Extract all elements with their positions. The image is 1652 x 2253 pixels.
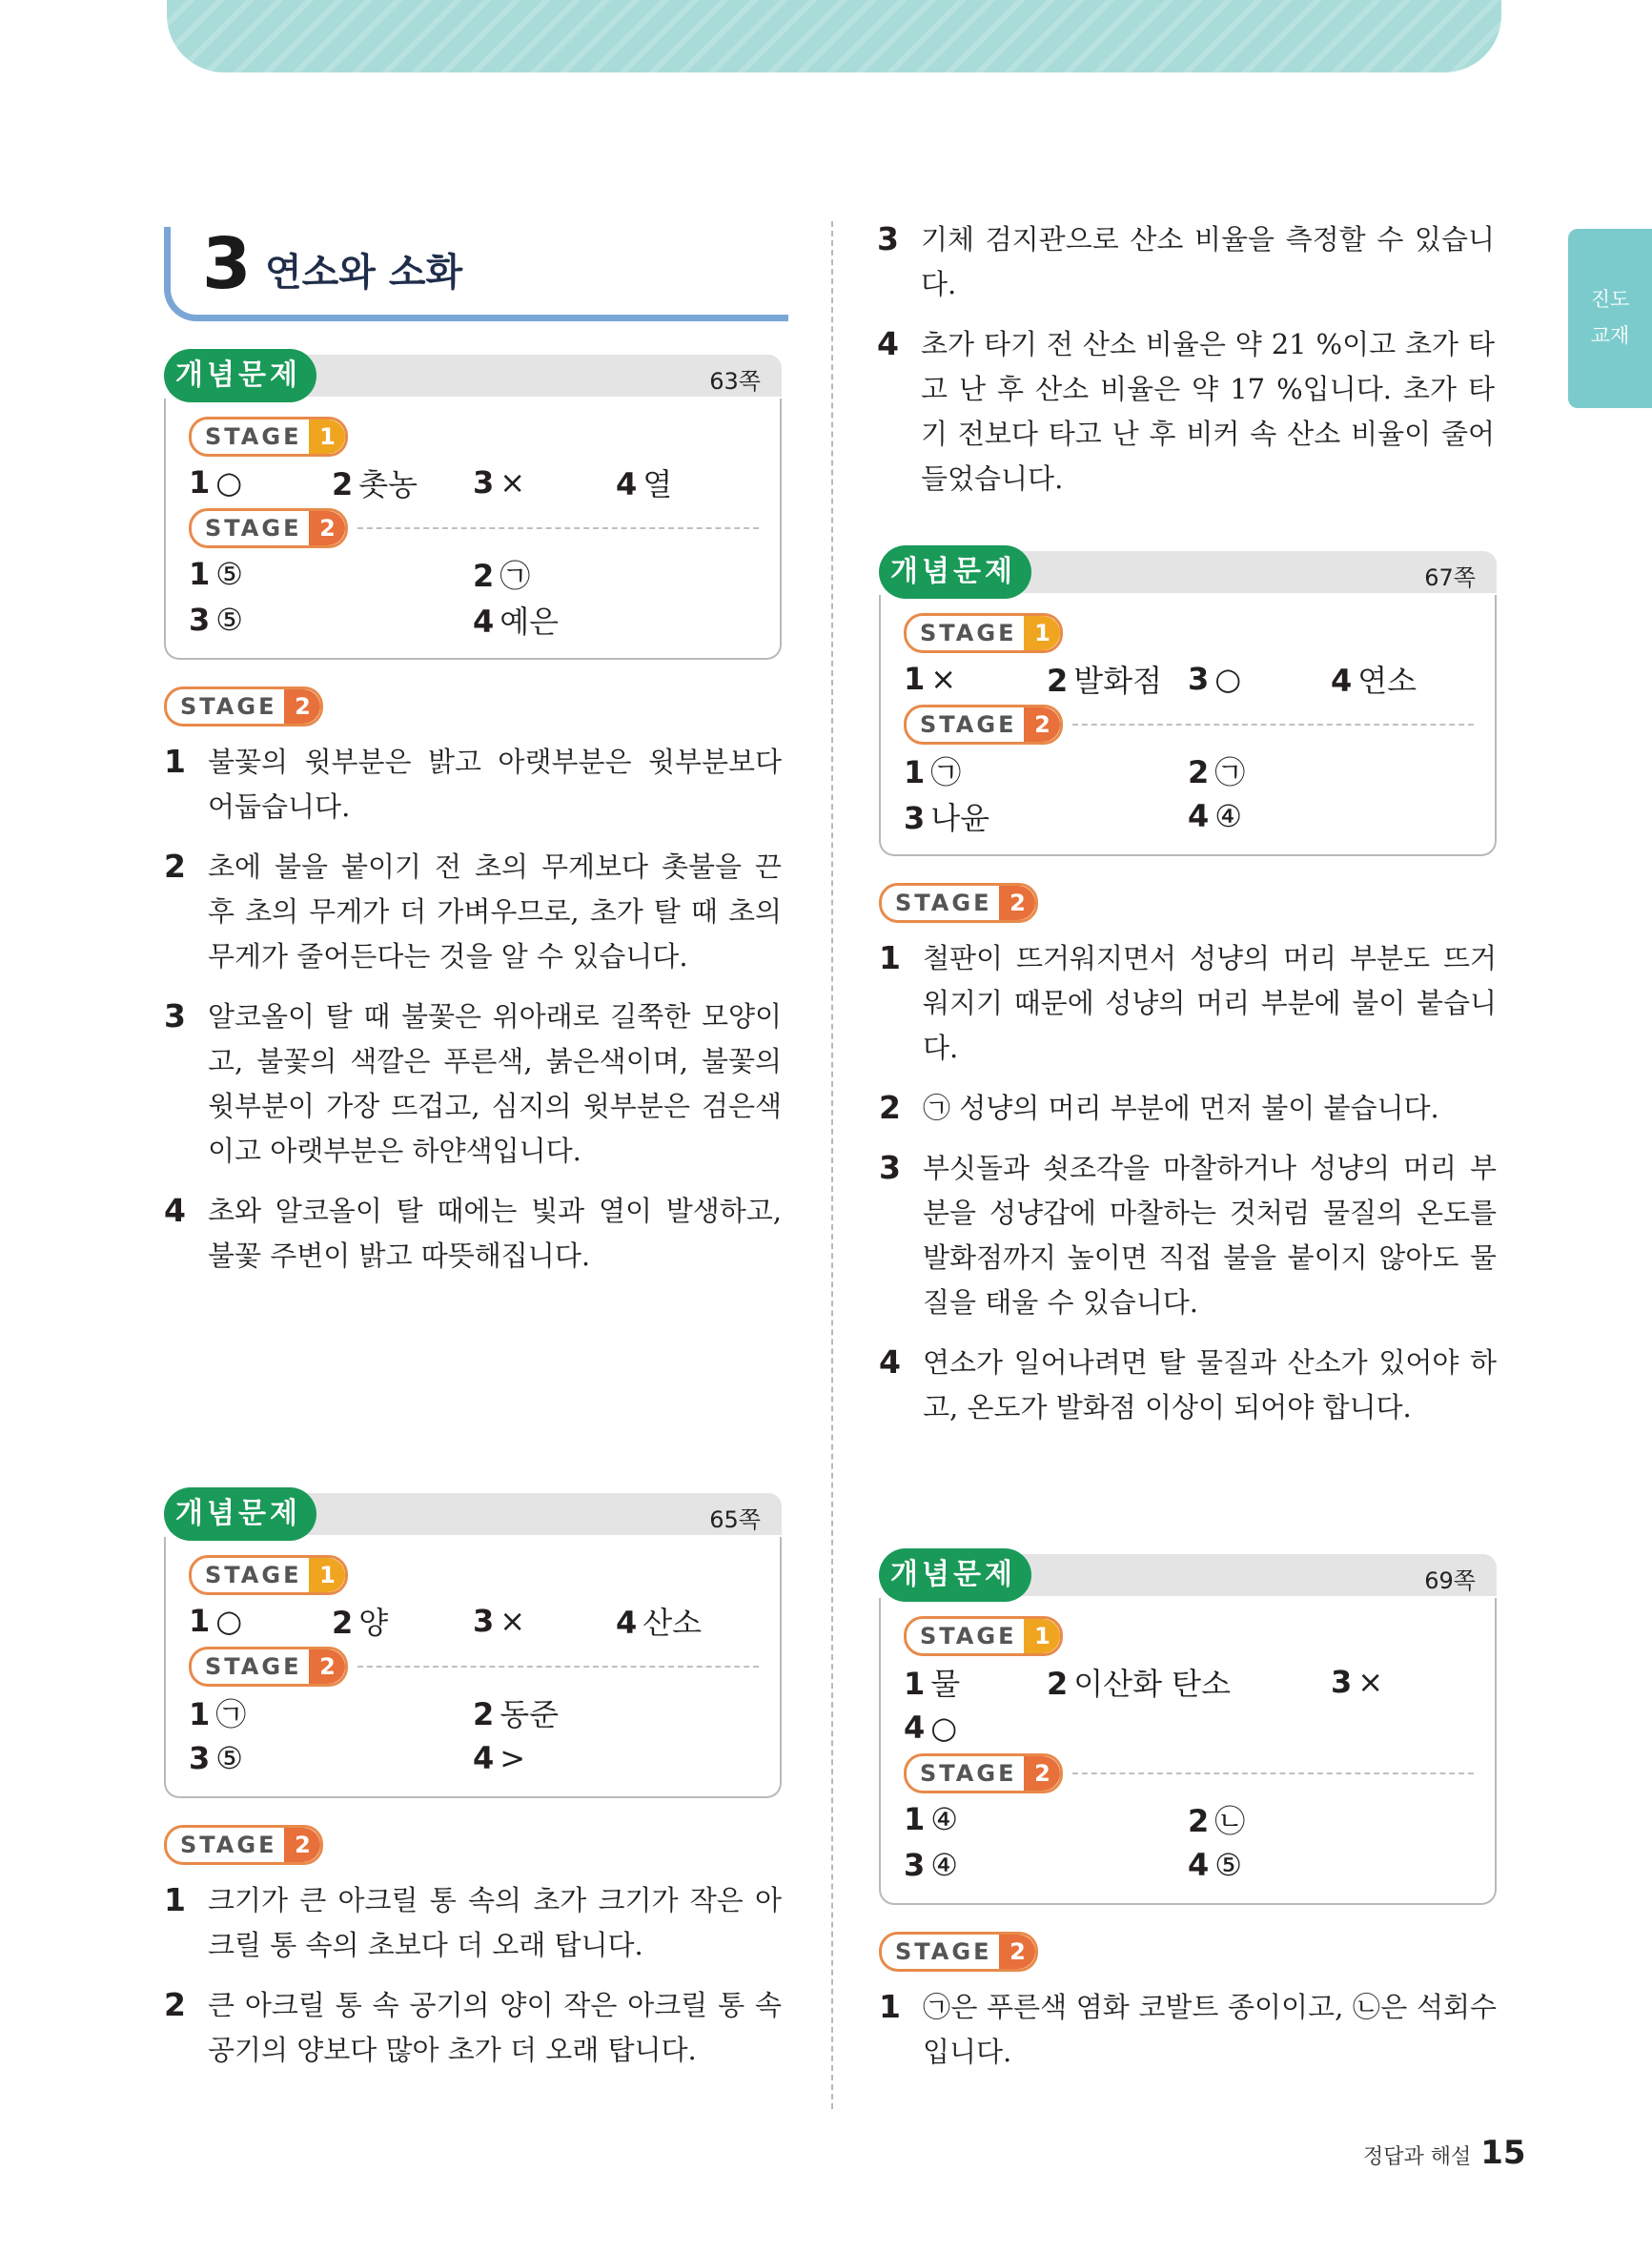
stage-number: 1 xyxy=(1024,1619,1060,1653)
answer-row xyxy=(189,551,759,597)
stage-1-badge xyxy=(189,1555,348,1595)
item-number: 4 xyxy=(879,1343,901,1381)
page-number: 15 xyxy=(1480,2134,1526,2172)
left-column-lower xyxy=(164,1487,782,2088)
dashed-separator xyxy=(357,527,759,529)
stage-2-row xyxy=(189,1644,759,1690)
answer-value: ⑤ xyxy=(215,556,243,592)
chapter-heading xyxy=(164,223,782,322)
card-page-ref: 67쪽 xyxy=(1424,564,1476,591)
stage-1-row xyxy=(904,610,1474,656)
dashed-separator xyxy=(1072,724,1474,726)
page-footer xyxy=(1363,2134,1526,2172)
answer-num: 1 xyxy=(904,1801,926,1837)
right-column-lower xyxy=(879,1548,1497,2090)
chapter-bar xyxy=(164,227,788,321)
card-body xyxy=(879,595,1497,856)
answer-row xyxy=(904,1705,1474,1751)
answer-num: 3 xyxy=(1331,1664,1353,1700)
card-badge: 개념문제 xyxy=(879,545,1031,599)
answer-value: ○ xyxy=(215,1603,243,1639)
card-header xyxy=(164,349,782,399)
chapter-title: 연소와 소화 xyxy=(265,251,463,295)
right-column-top xyxy=(877,217,1495,517)
answer-num: 1 xyxy=(904,661,926,697)
answer-item xyxy=(1047,657,1188,701)
stage-2-badge xyxy=(164,1825,323,1865)
answer-num: 3 xyxy=(904,800,926,836)
answer-value: ④ xyxy=(1214,798,1242,834)
answer-num: 3 xyxy=(189,1740,211,1776)
stage-number: 2 xyxy=(309,1649,345,1684)
card-page-ref: 65쪽 xyxy=(709,1506,761,1533)
answer-item xyxy=(904,748,1188,792)
stage-label: STAGE xyxy=(895,1938,992,1965)
left-column xyxy=(164,223,782,1294)
answer-value: ㉠ xyxy=(500,558,531,594)
item-text: 크기가 큰 아크릴 통 속의 초가 크기가 작은 아크릴 통 속의 초보다 더 오래 탑니다. xyxy=(208,1884,782,1961)
answer-value: 발화점 xyxy=(1073,663,1163,699)
answer-value: 촛농 xyxy=(358,466,418,502)
item-number: 4 xyxy=(877,325,899,362)
answer-row xyxy=(189,1735,759,1781)
item-number: 1 xyxy=(164,1881,186,1918)
answer-item xyxy=(332,461,473,504)
answer-value: × xyxy=(500,464,526,501)
answer-item xyxy=(1331,1664,1474,1700)
answer-num: 2 xyxy=(332,1605,354,1641)
answer-item xyxy=(473,1603,616,1639)
item-number: 1 xyxy=(879,1988,901,2025)
answer-num: 2 xyxy=(1188,754,1210,790)
answer-num: 4 xyxy=(904,1710,926,1746)
stage-2-badge xyxy=(879,1932,1038,1972)
answer-value: ④ xyxy=(930,1847,958,1883)
top-banner xyxy=(167,0,1501,72)
stage-label: STAGE xyxy=(920,711,1017,738)
item-text: 초가 타기 전 산소 비율은 약 21 %이고 초가 타고 난 후 산소 비율은 약 17 %입니다. 초가 타기 전보다 타고 난 후 비커 속 산소 비율이 줄어들었습니다. xyxy=(921,328,1495,495)
answer-num: 4 xyxy=(616,466,638,502)
stage-1-row xyxy=(904,1613,1474,1659)
item-text: 연소가 일어나려면 탈 물질과 산소가 있어야 하고, 온도가 발화점 이상이 되어야 합니다. xyxy=(923,1346,1497,1423)
stage-number: 1 xyxy=(309,420,345,454)
answer-item xyxy=(189,556,473,592)
item-text: 부싯돌과 쇳조각을 마찰하거나 성냥의 머리 부분을 성냥갑에 마찰하는 것처럼 물질의 온도를 발화점까지 높이면 직접 불을 붙이지 않아도 물질을 태울 수 있습니다. xyxy=(923,1152,1497,1319)
explanation-stage-2 xyxy=(164,686,782,727)
stage-1-row xyxy=(189,1552,759,1598)
item-number: 2 xyxy=(879,1089,901,1126)
item-number: 2 xyxy=(164,1986,186,2023)
answer-value: × xyxy=(500,1603,526,1639)
answer-num: 4 xyxy=(473,1740,495,1776)
explanation-item xyxy=(879,1341,1497,1430)
answer-row xyxy=(904,1659,1474,1705)
stage-number: 2 xyxy=(999,1935,1035,1969)
answer-item xyxy=(1047,1660,1331,1704)
answer-num: 1 xyxy=(189,556,211,592)
card-page-ref: 63쪽 xyxy=(709,368,761,395)
answer-item xyxy=(1188,661,1331,697)
stage-number: 1 xyxy=(1024,616,1060,650)
answer-value: ○ xyxy=(930,1710,958,1746)
side-tab-line1: 진도 xyxy=(1590,288,1630,311)
stage-label: STAGE xyxy=(180,693,277,720)
item-text: 기체 검지관으로 산소 비율을 측정할 수 있습니다. xyxy=(921,223,1495,300)
stage-number: 2 xyxy=(1024,707,1060,742)
answer-num: 4 xyxy=(1331,663,1353,699)
stage-number: 2 xyxy=(284,1828,320,1862)
answer-value: 예은 xyxy=(500,604,560,640)
item-number: 1 xyxy=(164,743,186,780)
explanation-item xyxy=(879,1086,1497,1131)
answer-value: × xyxy=(930,661,957,697)
answer-row xyxy=(904,1796,1474,1842)
answer-value: ⑤ xyxy=(215,1740,243,1776)
answer-num: 2 xyxy=(473,558,495,594)
stage-label: STAGE xyxy=(205,1562,302,1588)
answer-row xyxy=(904,656,1474,702)
answer-item xyxy=(473,598,757,642)
answer-num: 2 xyxy=(332,466,354,502)
item-text: 큰 아크릴 통 속 공기의 양이 작은 아크릴 통 속 공기의 양보다 많아 초가 더 오래 탑니다. xyxy=(208,1989,782,2066)
answer-item xyxy=(904,794,1188,838)
answer-value: ⑤ xyxy=(1214,1847,1242,1883)
answer-item xyxy=(189,1690,473,1734)
explanation-item xyxy=(164,1189,782,1279)
answer-num: 1 xyxy=(904,754,926,790)
answer-item xyxy=(904,1660,1047,1704)
answer-num: 3 xyxy=(189,602,211,638)
answer-item xyxy=(189,1740,473,1776)
answer-num: 3 xyxy=(473,464,495,501)
answer-value: ○ xyxy=(1214,661,1242,697)
answer-num: 3 xyxy=(473,1603,495,1639)
answer-item xyxy=(904,1710,1047,1746)
dashed-separator xyxy=(357,1666,759,1668)
footer-label: 정답과 해설 xyxy=(1363,2145,1472,2169)
answer-row xyxy=(189,1598,759,1644)
chapter-number: 3 xyxy=(202,223,252,305)
item-text: 알코올이 탈 때 불꽃은 위아래로 길쭉한 모양이고, 불꽃의 색깔은 푸른색, 붉은색이며, 불꽃의 윗부분이 가장 뜨겁고, 심지의 윗부분은 검은색이고 아랫부분은 하얀색입니다. xyxy=(208,1000,782,1167)
item-text: ㉠은 푸른색 염화 코발트 종이이고, ㉡은 석회수입니다. xyxy=(923,1991,1497,2068)
stage-label: STAGE xyxy=(920,620,1017,646)
right-column-mid xyxy=(879,545,1497,1445)
stage-label: STAGE xyxy=(180,1832,277,1858)
answer-num: 3 xyxy=(1188,661,1210,697)
column-divider xyxy=(831,221,833,2109)
stage-2-badge xyxy=(904,705,1063,745)
answer-value: > xyxy=(500,1740,526,1776)
item-number: 3 xyxy=(877,220,899,257)
item-number: 2 xyxy=(164,848,186,885)
card-badge: 개념문제 xyxy=(164,349,316,402)
concept-card-63 xyxy=(164,349,782,660)
answer-num: 4 xyxy=(616,1605,638,1641)
answer-item xyxy=(1188,1847,1472,1883)
stage-2-row xyxy=(189,505,759,551)
stage-2-row xyxy=(904,1751,1474,1796)
stage-number: 2 xyxy=(999,886,1035,920)
stage-2-badge xyxy=(904,1753,1063,1793)
stage-label: STAGE xyxy=(920,1760,1017,1787)
answer-num: 1 xyxy=(904,1666,926,1702)
answer-row xyxy=(904,1842,1474,1888)
answer-value: ⑤ xyxy=(215,602,243,638)
answer-num: 4 xyxy=(1188,1847,1210,1883)
answer-num: 3 xyxy=(904,1847,926,1883)
explanation-item xyxy=(877,217,1495,307)
answer-value: ㉡ xyxy=(1214,1803,1246,1839)
stage-label: STAGE xyxy=(205,423,302,450)
card-header xyxy=(164,1487,782,1537)
item-number: 1 xyxy=(879,939,901,976)
stage-number: 1 xyxy=(309,1558,345,1592)
card-header xyxy=(879,1548,1497,1598)
answer-item xyxy=(1188,798,1472,834)
answer-item xyxy=(473,464,616,501)
stage-1-badge xyxy=(904,613,1063,653)
item-text: 초에 불을 붙이기 전 초의 무게보다 촛불을 끈 후 초의 무게가 더 가벼우므로, 초가 탈 때 초의 무게가 줄어든다는 것을 알 수 있습니다. xyxy=(208,850,782,973)
explanation-stage-2 xyxy=(879,883,1497,923)
answer-row xyxy=(189,460,759,505)
answer-num: 2 xyxy=(1047,663,1069,699)
answer-item xyxy=(189,464,332,501)
answer-value: 나윤 xyxy=(930,800,990,836)
answer-num: 4 xyxy=(473,604,495,640)
answer-value: 물 xyxy=(930,1666,961,1702)
explanation-item xyxy=(164,1878,782,1968)
stage-number: 2 xyxy=(1024,1756,1060,1791)
dashed-separator xyxy=(1072,1772,1474,1774)
answer-item xyxy=(616,461,759,504)
stage-2-badge xyxy=(879,883,1038,923)
answer-row xyxy=(189,1690,759,1735)
card-body xyxy=(164,399,782,660)
answer-num: 1 xyxy=(189,1696,211,1732)
card-badge: 개념문제 xyxy=(164,1487,316,1541)
answer-row xyxy=(904,748,1474,793)
stage-number: 2 xyxy=(309,511,345,545)
stage-2-badge xyxy=(189,1647,348,1687)
answer-value: ㉠ xyxy=(215,1696,247,1732)
explanation-item xyxy=(164,845,782,979)
stage-1-badge xyxy=(189,417,348,457)
answer-value: ㉠ xyxy=(930,754,962,790)
item-text: 철판이 뜨거워지면서 성냥의 머리 부분도 뜨거워지기 때문에 성냥의 머리 부분에 불이 붙습니다. xyxy=(923,942,1497,1064)
concept-card-67 xyxy=(879,545,1497,856)
answer-item xyxy=(332,1599,473,1643)
stage-1-row xyxy=(189,414,759,460)
item-text: ㉠ 성냥의 머리 부분에 먼저 불이 붙습니다. xyxy=(923,1092,1439,1124)
explanation-stage-2 xyxy=(164,1825,782,1865)
answer-num: 2 xyxy=(1188,1803,1210,1839)
card-page-ref: 69쪽 xyxy=(1424,1567,1476,1594)
explanation-item xyxy=(164,740,782,830)
explanation-item xyxy=(879,1985,1497,2075)
answer-value: ○ xyxy=(215,464,243,501)
answer-item xyxy=(904,1801,1188,1837)
side-tab xyxy=(1568,229,1652,408)
explanation-item xyxy=(164,1983,782,2073)
answer-item xyxy=(189,602,473,638)
answer-num: 2 xyxy=(473,1696,495,1732)
answer-item xyxy=(473,1690,757,1734)
stage-label: STAGE xyxy=(895,890,992,916)
answer-num: 1 xyxy=(189,464,211,501)
explanation-item xyxy=(164,994,782,1174)
stage-number: 2 xyxy=(284,689,320,724)
answer-item xyxy=(616,1599,759,1643)
answer-value: × xyxy=(1357,1664,1384,1700)
item-number: 3 xyxy=(164,997,186,1034)
answer-value: 동준 xyxy=(500,1696,560,1732)
answer-value: ④ xyxy=(930,1801,958,1837)
stage-label: STAGE xyxy=(920,1623,1017,1649)
explanation-item xyxy=(879,936,1497,1071)
item-number: 4 xyxy=(164,1192,186,1229)
stage-2-row xyxy=(904,702,1474,748)
answer-item xyxy=(473,1740,757,1776)
explanation-item xyxy=(877,322,1495,502)
item-text: 불꽃의 윗부분은 밝고 아랫부분은 윗부분보다 어둡습니다. xyxy=(208,746,782,823)
card-header xyxy=(879,545,1497,595)
side-tab-line2: 교재 xyxy=(1590,324,1630,347)
answer-num: 1 xyxy=(189,1603,211,1639)
answer-item xyxy=(1331,657,1474,701)
answer-item xyxy=(473,552,757,596)
answer-item xyxy=(904,1847,1188,1883)
item-number: 3 xyxy=(879,1149,901,1186)
answer-num: 2 xyxy=(1047,1666,1069,1702)
stage-2-badge xyxy=(164,686,323,727)
answer-value: 연소 xyxy=(1357,663,1417,699)
answer-item xyxy=(904,661,1047,697)
item-text: 초와 알코올이 탈 때에는 빛과 열이 발생하고, 불꽃 주변이 밝고 따뜻해집니다. xyxy=(208,1195,782,1272)
answer-value: 산소 xyxy=(642,1605,703,1641)
answer-num: 4 xyxy=(1188,798,1210,834)
stage-label: STAGE xyxy=(205,1653,302,1680)
card-body xyxy=(879,1598,1497,1905)
answer-item xyxy=(189,1603,332,1639)
answer-item xyxy=(1188,748,1472,792)
answer-row xyxy=(904,793,1474,839)
stage-2-badge xyxy=(189,508,348,548)
answer-value: 열 xyxy=(642,466,673,502)
explanation-stage-2 xyxy=(879,1932,1497,1972)
answer-item xyxy=(1188,1797,1472,1841)
concept-card-65 xyxy=(164,1487,782,1798)
answer-value: 이산화 탄소 xyxy=(1073,1666,1231,1702)
concept-card-69 xyxy=(879,1548,1497,1905)
answer-row xyxy=(189,597,759,643)
card-badge: 개념문제 xyxy=(879,1548,1031,1602)
explanation-item xyxy=(879,1146,1497,1325)
answer-value: ㉠ xyxy=(1214,754,1246,790)
stage-1-badge xyxy=(904,1616,1063,1656)
stage-label: STAGE xyxy=(205,515,302,542)
answer-value: 양 xyxy=(358,1605,389,1641)
card-body xyxy=(164,1537,782,1798)
